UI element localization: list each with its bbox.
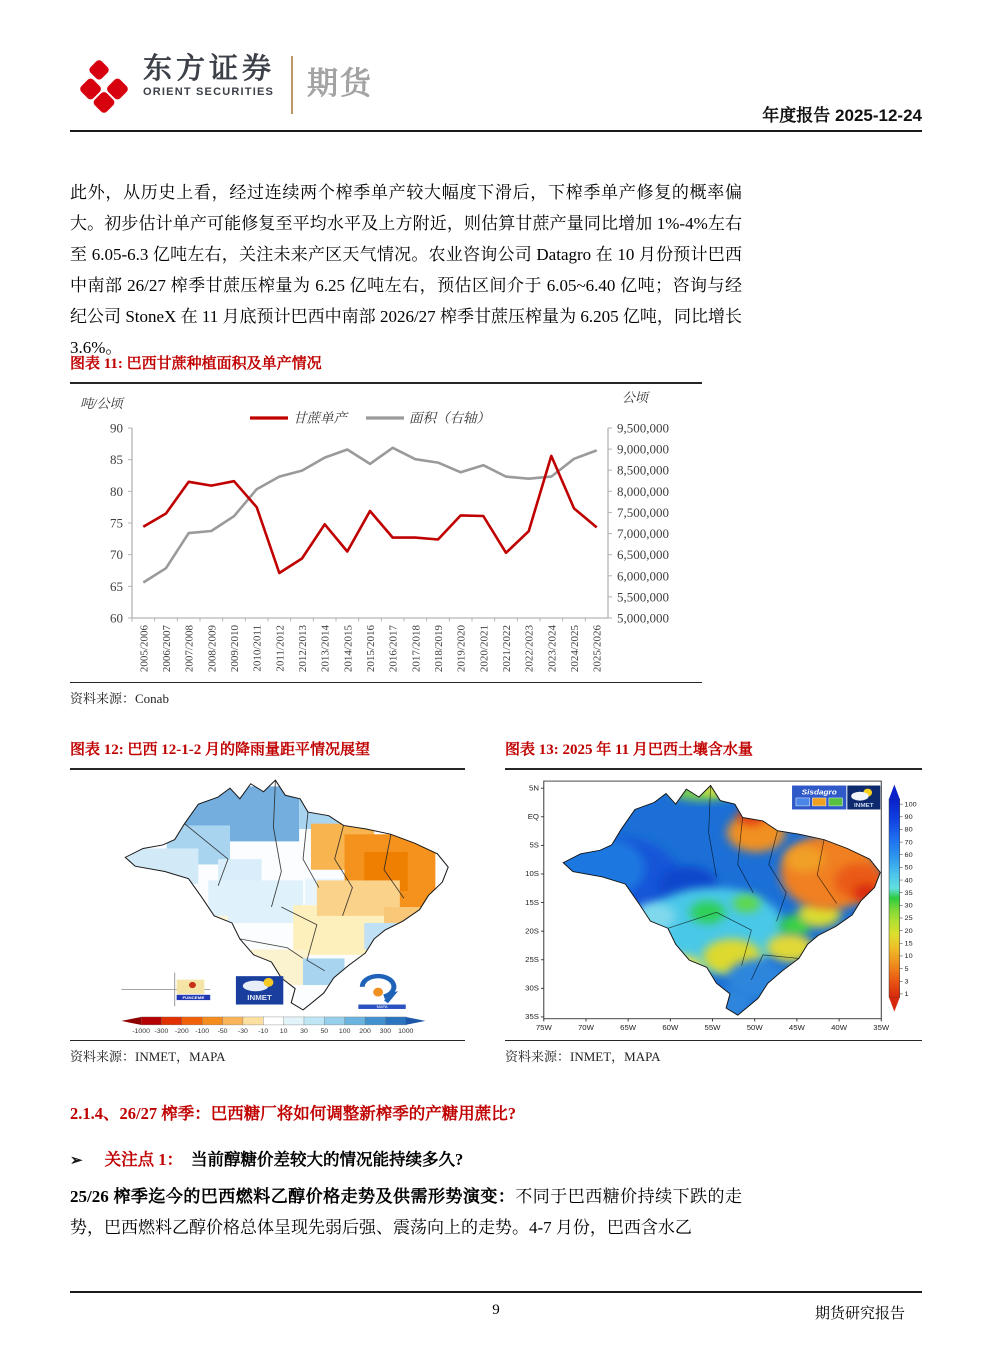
- svg-text:65: 65: [110, 578, 123, 594]
- figure-11-title-rule: [70, 382, 702, 384]
- figure-13-source: 资料来源：INMET，MAPA: [505, 1049, 661, 1064]
- figure-13: [505, 738, 922, 1065]
- figure-11-title: 图表 11: 巴西甘蔗种植面积及单产情况: [70, 356, 322, 372]
- svg-text:-200: -200: [174, 1028, 189, 1035]
- svg-text:2023/2024: 2023/2024: [546, 625, 559, 673]
- figure-12-source: 资料来源：INMET，MAPA: [70, 1049, 226, 1064]
- svg-text:5,000,000: 5,000,000: [617, 610, 669, 626]
- svg-text:2012/2013: 2012/2013: [297, 625, 309, 673]
- svg-text:60W: 60W: [662, 1023, 679, 1033]
- svg-text:2007/2008: 2007/2008: [183, 625, 196, 673]
- svg-text:INMET: INMET: [247, 993, 272, 1002]
- figure-12-map-svg: [70, 774, 465, 1040]
- svg-text:2009/2010: 2009/2010: [229, 625, 241, 673]
- svg-text:7,500,000: 7,500,000: [617, 504, 669, 520]
- footer-rule: [70, 1291, 922, 1293]
- svg-text:45W: 45W: [788, 1023, 805, 1033]
- svg-text:1: 1: [904, 991, 909, 999]
- bullet-lead: 关注点 1：: [104, 1150, 183, 1169]
- svg-text:-30: -30: [237, 1028, 248, 1035]
- svg-text:90: 90: [904, 814, 913, 821]
- svg-text:EQ: EQ: [527, 812, 539, 821]
- svg-text:30: 30: [904, 902, 913, 910]
- svg-text:50: 50: [320, 1028, 329, 1035]
- svg-text:10: 10: [904, 953, 913, 961]
- svg-text:2022/2023: 2022/2023: [523, 625, 536, 673]
- footer-label: 期货研究报告: [814, 1306, 905, 1322]
- svg-text:90: 90: [110, 420, 123, 436]
- svg-text:5N: 5N: [529, 783, 539, 793]
- header-rule: [70, 130, 922, 132]
- figure-12-title: 图表 12: 巴西 12-1-2 月的降雨量距平情况展望: [70, 742, 370, 758]
- svg-text:2013/2014: 2013/2014: [319, 625, 332, 673]
- figure-12-title-rule: [70, 768, 465, 770]
- header-logo: [75, 54, 373, 118]
- svg-text:60: 60: [110, 610, 123, 626]
- svg-text:30S: 30S: [525, 983, 539, 993]
- svg-text:-10: -10: [258, 1028, 269, 1035]
- svg-text:2024/2025: 2024/2025: [569, 625, 581, 673]
- svg-text:-300: -300: [154, 1028, 169, 1035]
- figure-11-source: 资料来源：Conab: [70, 691, 169, 706]
- svg-text:40: 40: [904, 877, 913, 885]
- svg-text:1000: 1000: [398, 1028, 414, 1035]
- svg-text:2006/2007: 2006/2007: [161, 625, 173, 673]
- svg-text:-1000: -1000: [132, 1028, 150, 1035]
- svg-text:吨/公顷: 吨/公顷: [80, 396, 123, 411]
- svg-text:2014/2015: 2014/2015: [342, 625, 355, 673]
- svg-text:35S: 35S: [525, 1012, 539, 1022]
- bullet-row: [70, 1146, 922, 1170]
- brand-text: [143, 54, 275, 98]
- svg-text:50W: 50W: [746, 1023, 763, 1033]
- paragraph-lead: 25/26 榨季迄今的巴西燃料乙醇价格走势及供需形势演变：: [70, 1187, 516, 1206]
- bullet-text: 当前醇糖价差较大的情况能持续多久?: [190, 1150, 464, 1169]
- svg-text:2015/2016: 2015/2016: [365, 625, 377, 673]
- orient-securities-diamond-icon: [75, 54, 133, 118]
- page-number: 9: [492, 1302, 500, 1318]
- svg-text:2020/2021: 2020/2021: [478, 625, 491, 673]
- svg-text:20: 20: [904, 928, 913, 935]
- svg-text:-50: -50: [217, 1028, 228, 1035]
- figure-11-line-chart: [70, 390, 702, 682]
- svg-text:2005/2006: 2005/2006: [138, 625, 151, 673]
- svg-text:2019/2020: 2019/2020: [455, 625, 468, 673]
- svg-text:2025/2026: 2025/2026: [591, 625, 604, 673]
- figure-11-chart-svg: [70, 390, 702, 682]
- svg-text:2011/2012: 2011/2012: [274, 625, 287, 672]
- bullet-arrow-icon: ➢: [70, 1153, 83, 1169]
- svg-text:80: 80: [110, 483, 123, 499]
- svg-text:7,000,000: 7,000,000: [617, 526, 669, 542]
- svg-text:55W: 55W: [704, 1023, 721, 1033]
- svg-text:6,000,000: 6,000,000: [617, 568, 669, 584]
- svg-text:-100: -100: [195, 1028, 210, 1035]
- svg-text:MAPA: MAPA: [376, 1005, 388, 1010]
- svg-text:60: 60: [904, 852, 913, 859]
- svg-text:40W: 40W: [831, 1023, 848, 1033]
- svg-text:2021/2022: 2021/2022: [501, 625, 513, 673]
- svg-text:75: 75: [110, 515, 123, 531]
- paragraph-text: 不同于巴西糖价持续下跌的走势，巴西燃料乙醇价格总体呈现先弱后强、震荡向上的走势。4-7 月份，巴西含水乙: [70, 1187, 742, 1237]
- brand-name-cn: 东方证券: [143, 53, 276, 85]
- svg-text:面积（右轴）: 面积（右轴）: [409, 410, 490, 426]
- svg-text:15S: 15S: [525, 898, 539, 907]
- svg-text:65W: 65W: [620, 1023, 637, 1033]
- svg-text:300: 300: [379, 1028, 392, 1035]
- svg-text:5S: 5S: [529, 840, 539, 850]
- svg-text:20S: 20S: [525, 926, 539, 936]
- intro-paragraph: 此外，从历史上看，经过连续两个榨季单产较大幅度下滑后，下榨季单产修复的概率偏大。初步估计单产可能修复至平均水平及上方附近，则估算甘蔗产量同比增加 1%-4%左右至 6.05-6.3 亿吨左右，关注未来产区天气情况。农业咨询公司 Datagro 在 10 月份预计巴西中南部 26/27 榨季甘蔗压榨量为 6.25 亿吨左右，预估区间介于 6.05~6.40 亿吨；咨询与经纪公司 StoneX 在 11 月底预计巴西中南部 2026/27 榨季甘蔗压榨量为 6.205 亿吨，同比增长 3.6%。: [70, 183, 742, 357]
- svg-text:2017/2018: 2017/2018: [410, 625, 423, 673]
- svg-text:70: 70: [904, 839, 913, 847]
- svg-text:5,500,000: 5,500,000: [617, 589, 669, 605]
- report-type: 年度报告: [762, 106, 831, 125]
- svg-text:15: 15: [904, 940, 913, 948]
- svg-text:2018/2019: 2018/2019: [433, 625, 445, 673]
- svg-text:甘蔗单产: 甘蔗单产: [293, 410, 347, 426]
- svg-text:30: 30: [300, 1028, 308, 1035]
- svg-text:2008/2009: 2008/2009: [206, 625, 219, 673]
- svg-text:50: 50: [904, 864, 913, 872]
- division-label: 期货: [307, 66, 374, 101]
- svg-text:6,500,000: 6,500,000: [617, 547, 669, 563]
- svg-text:100: 100: [338, 1028, 351, 1035]
- svg-text:75W: 75W: [535, 1023, 552, 1033]
- svg-text:5: 5: [904, 966, 909, 973]
- figure-12: [70, 738, 465, 1065]
- svg-text:10S: 10S: [525, 869, 539, 879]
- svg-text:9,500,000: 9,500,000: [617, 420, 669, 436]
- svg-text:9,000,000: 9,000,000: [617, 441, 669, 457]
- svg-text:70W: 70W: [578, 1023, 594, 1033]
- svg-text:FUNCEME: FUNCEME: [182, 995, 205, 1001]
- svg-text:2016/2017: 2016/2017: [387, 625, 400, 673]
- brand-divider: [291, 56, 293, 114]
- brand-name-en: ORIENT SECURITIES: [143, 85, 275, 98]
- svg-text:200: 200: [359, 1028, 371, 1035]
- svg-text:25S: 25S: [525, 955, 539, 964]
- svg-text:Sisdagro: Sisdagro: [801, 787, 837, 797]
- svg-text:8,000,000: 8,000,000: [617, 483, 669, 499]
- svg-text:2010/2011: 2010/2011: [251, 625, 264, 672]
- svg-text:100: 100: [904, 801, 917, 809]
- svg-text:25: 25: [904, 915, 913, 923]
- body-paragraph-2: [70, 1182, 742, 1244]
- figure-13-title: 图表 13: 2025 年 11 月巴西土壤含水量: [505, 742, 753, 758]
- svg-text:8,500,000: 8,500,000: [617, 462, 669, 478]
- svg-text:10: 10: [279, 1028, 288, 1035]
- figure-12-precipitation-map: [70, 774, 465, 1040]
- svg-text:INMET: INMET: [854, 802, 874, 809]
- svg-text:35W: 35W: [873, 1023, 890, 1033]
- section-heading: 2.1.4、26/27 榨季：巴西糖厂将如何调整新榨季的产糖用蔗比?: [70, 1104, 516, 1123]
- svg-text:公顷: 公顷: [622, 390, 649, 405]
- svg-text:3: 3: [904, 978, 909, 986]
- figure-11: [70, 352, 718, 707]
- svg-text:70: 70: [110, 547, 123, 563]
- svg-text:85: 85: [110, 452, 123, 468]
- report-date: 2025-12-24: [835, 106, 922, 125]
- svg-text:80: 80: [904, 826, 913, 834]
- figure-13-soil-moisture-map: [505, 774, 922, 1040]
- svg-text:35: 35: [904, 890, 913, 897]
- figure-13-map-svg: [505, 774, 922, 1040]
- report-meta: [762, 101, 922, 126]
- figure-13-title-rule: [505, 768, 922, 770]
